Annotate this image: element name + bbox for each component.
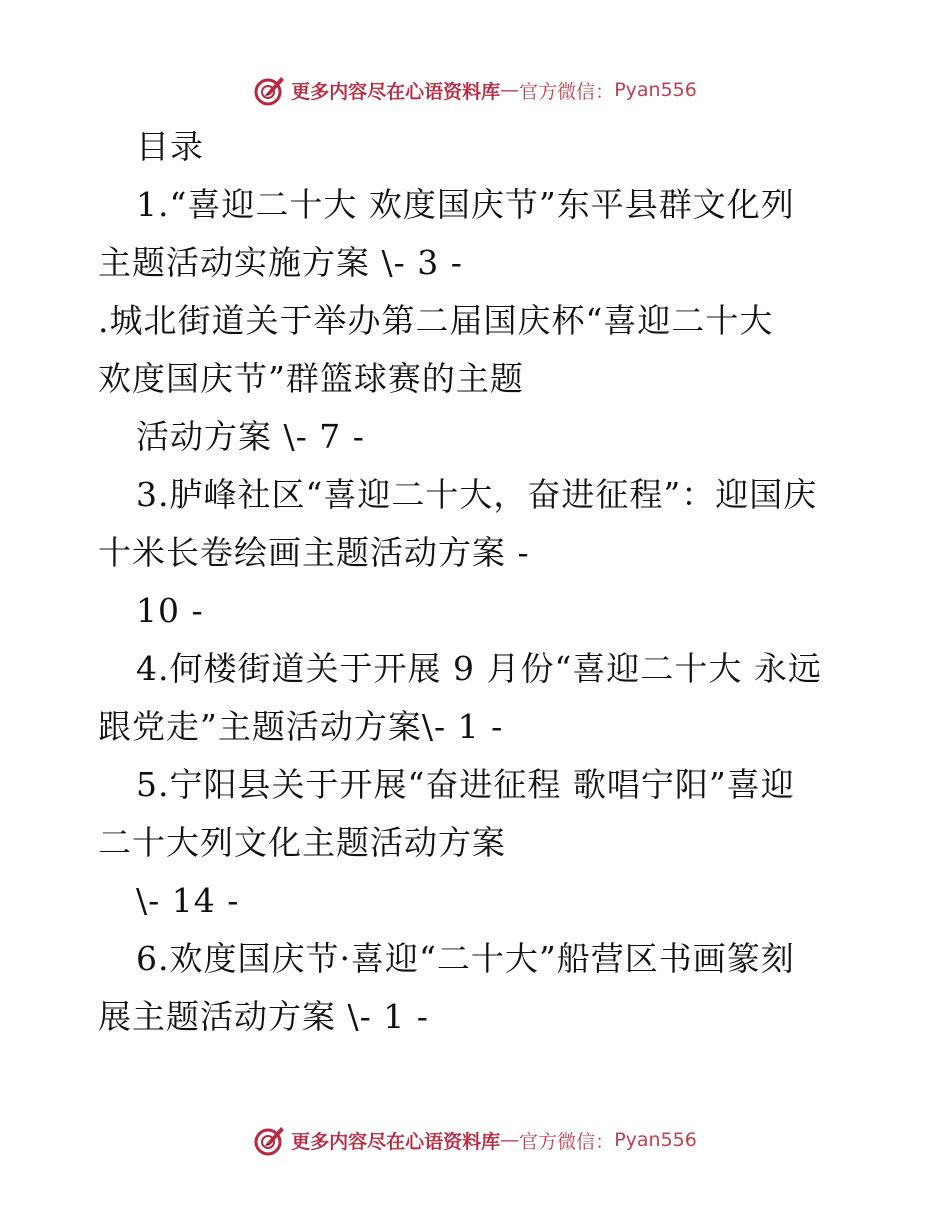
header-banner bbox=[0, 70, 950, 110]
footer-wechat-id: Pyan556 bbox=[614, 1129, 697, 1151]
toc-line: .城北街道关于举办第二届国庆杯“喜迎二十大 bbox=[98, 301, 774, 340]
footer-separator: — bbox=[500, 1129, 520, 1151]
header-slogan: 更多内容尽在心语资料库 bbox=[291, 80, 501, 103]
toc-lines bbox=[98, 176, 858, 1046]
pen-nib-logo-icon bbox=[253, 1123, 287, 1157]
toc-line: 十米长卷绘画主题活动方案 - bbox=[98, 533, 530, 572]
toc-line: 欢度国庆节”群篮球赛的主题 bbox=[98, 359, 524, 398]
toc-line: 4.何楼街道关于开展 9 月份“喜迎二十大 永远 bbox=[136, 649, 822, 688]
toc-content bbox=[98, 118, 858, 1046]
toc-line: 展主题活动方案 \- 1 - bbox=[98, 997, 429, 1036]
toc-line: \- 14 - bbox=[136, 881, 240, 920]
footer-wechat-label: 官方微信： bbox=[519, 1130, 615, 1153]
toc-line: 6.欢度国庆节·喜迎“二十大”船营区书画篆刻 bbox=[136, 939, 795, 978]
toc-line: 二十大列文化主题活动方案 bbox=[98, 823, 506, 862]
toc-line: 主题活动实施方案 \- 3 - bbox=[98, 243, 463, 282]
toc-line: 5.宁阳县关于开展“奋进征程 歌唱宁阳”喜迎 bbox=[136, 765, 795, 804]
pen-nib-logo-icon bbox=[253, 73, 287, 107]
toc-line: 跟党走”主题活动方案\- 1 - bbox=[98, 707, 504, 746]
toc-title: 目录 bbox=[136, 127, 204, 166]
toc-line: 3.胪峰社区“喜迎二十大，奋进征程”：迎国庆 bbox=[136, 475, 818, 514]
footer-banner bbox=[0, 1120, 950, 1160]
toc-line: 10 - bbox=[136, 591, 204, 630]
header-separator: — bbox=[500, 79, 520, 101]
header-wechat-label: 官方微信： bbox=[519, 80, 615, 103]
toc-line: 1.“喜迎二十大 欢度国庆节”东平县群文化列 bbox=[136, 185, 795, 224]
header-wechat-id: Pyan556 bbox=[614, 79, 697, 101]
toc-line: 活动方案 \- 7 - bbox=[136, 417, 365, 456]
footer-slogan: 更多内容尽在心语资料库 bbox=[291, 1130, 501, 1153]
